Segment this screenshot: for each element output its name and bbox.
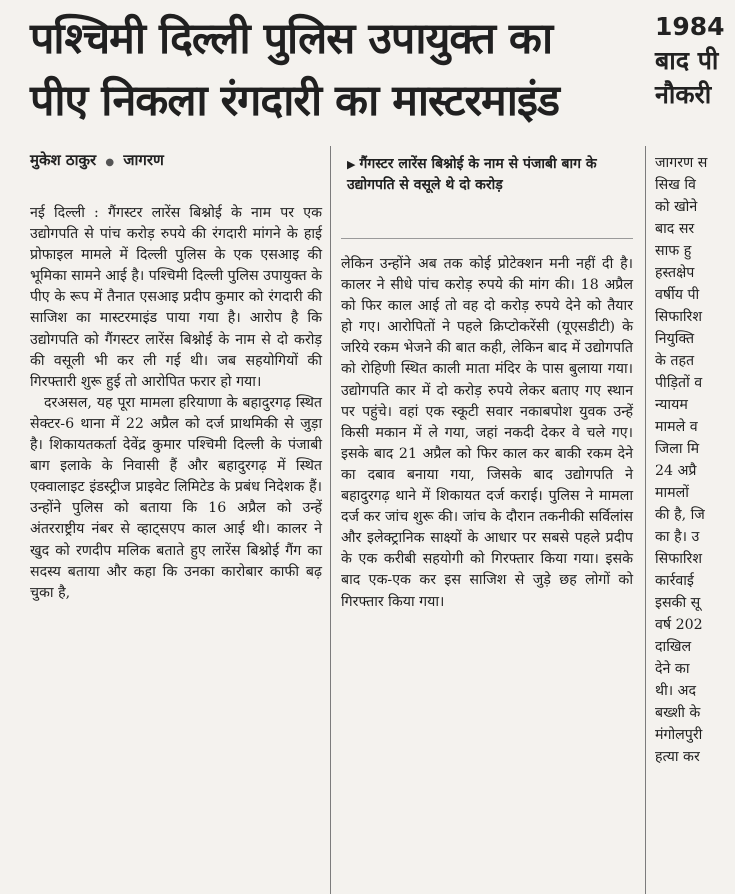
article-paragraph: लेकिन उन्होंने अब तक कोई प्रोटेक्शन मनी नहीं दी है। कालर ने सीधे पांच करोड़ रुपये की मांग की। 18 अप्रैल को फिर काल आई तो वह दो करोड़ रुपये देने को तैयार हो गए। आरोपितों ने पहले क्रिप्टोकरेंसी (यूएसडीटी) के जरिये रकम भेजने की बात कही, लेकिन बाद में उद्योगपति को रोहिणी स्थित काली माता मंदिर के पास बुलाया गया। उद्योगपति कार में दो करोड़ रुपये लेकर बताए गए स्थान पर पहुंचे। वहां एक स्कूटी सवार नकाबपोश युवक उन्हें किसी मकान में ले गया, जहां नकदी देकर वे चले गए। इसके बाद 21 अप्रैल को फिर काल कर बाकी रकम देने का दबाव बनाया गया, जिसके बाद उद्योगपति ने बहादुरगढ़ थाने में शिकायत दर्ज कराई। पुलिस ने मामला दर्ज कर जांच शुरू की। जांच के दौरान तकनीकी सर्विलांस और इलेक्ट्रानिक साक्ष्यों के आधार पर सबसे पहले प्रदीप के एक करीबी सहयोगी को गिरफ्तार किया गया। इसके बाद एक-एक कर इस साजिश से जुड़े छह लोगों को गिरफ्तार किया गया।: [341, 256, 633, 610]
byline-separator: ●: [105, 157, 115, 168]
side-article-line: के तहत: [655, 353, 695, 369]
side-article-line: का है। उ: [655, 529, 700, 545]
headline: [30, 8, 642, 132]
side-article-line: न्यायम: [655, 397, 688, 413]
article-column-1: [30, 203, 322, 604]
side-article-line: देने का: [655, 661, 690, 677]
side-article-line: को खोने: [655, 199, 698, 215]
side-article-line: मामले व: [655, 419, 698, 435]
column-divider: [330, 146, 331, 894]
side-article-line: नियुक्ति: [655, 331, 695, 347]
article-paragraph: दरअसल, यह पूरा मामला हरियाणा के बहादुरगढ़ स्थित सेक्टर-6 थाना में 22 अप्रैल को दर्ज प्राथमिकी से जुड़ा है। शिकायतकर्ता देवेंद्र कुमार पश्चिमी दिल्ली के पंजाबी बाग इलाके के निवासी हैं और बहादुरगढ़ में स्थित एक्वालाइट इंडस्ट्रीज प्राइवेट लिमिटेड के प्रबंध निदेशक हैं। उन्होंने पुलिस को बताया कि 16 अप्रैल को उन्हें अंतरराष्ट्रीय नंबर से व्हाट्सएप काल आई थी। कालर ने खुद को रणदीप मलिक बताते हुए लारेंस बिश्नोई गैंग का सदस्य बताया और कहा कि उनका कारोबार काफी बढ़ चुका है,: [30, 394, 322, 601]
side-article-line: दाखिल: [655, 639, 692, 655]
side-headline-line: 1984: [655, 12, 725, 41]
side-article-line: मामलों: [655, 485, 689, 501]
side-article-line: कार्रवाई: [655, 573, 694, 589]
article-paragraph: नई दिल्ली : गैंगस्टर लारेंस बिश्नोई के नाम पर एक उद्योगपति से पांच करोड़ रुपये की रंगदारी मांगने के हाई प्रोफाइल मामले में दिल्ली पुलिस के एक एसआइ की भूमिका सामने आई है। पश्चिमी दिल्ली पुलिस उपायुक्त के पीए के रूप में तैनात एसआइ प्रदीप कुमार को रंगदारी की साजिश का मास्टरमाइंड पाया गया है। आरोप है कि उद्योगपति को गैंगस्टर लारेंस बिश्नोई के नाम से दो करोड़ की वसूली भी कर ली गई थी। जब सहयोगियों की गिरफ्तारी शुरू हुई तो आरोपित फरार हो गया।: [30, 205, 322, 390]
headline-line-1: पश्चिमी दिल्ली पुलिस उपायुक्त का: [30, 14, 553, 64]
side-article-line: जिला मि: [655, 441, 700, 457]
side-article-line: हत्या कर: [655, 749, 700, 765]
pull-quote: [347, 154, 623, 196]
side-article-line: वर्ष 202: [655, 617, 703, 633]
side-article-headline: [655, 10, 735, 112]
side-article-line: जागरण स: [655, 155, 708, 171]
side-article-line: हस्तक्षेप: [655, 265, 695, 281]
side-article-line: सिफारिश: [655, 551, 703, 567]
side-article-line: 24 अप्रै: [655, 463, 697, 479]
byline: [30, 150, 164, 170]
side-article-line: थी। अद: [655, 683, 697, 699]
column-divider: [645, 146, 646, 894]
side-article-column: [655, 152, 716, 768]
byline-author: मुकेश ठाकुर: [30, 151, 97, 169]
side-article-line: पीड़ितों व: [655, 375, 703, 391]
headline-line-2: पीए निकला रंगदारी का मास्टरमाइंड: [30, 76, 559, 126]
side-article-line: मंगोलपुरी: [655, 727, 703, 743]
byline-source: जागरण: [123, 151, 164, 169]
side-article-line: बख्शी के: [655, 705, 701, 721]
side-article-line: वर्षीय पी: [655, 287, 700, 303]
side-article-line: साफ हु: [655, 243, 692, 259]
pull-quote-text: गैंगस्टर लारेंस बिश्नोई के नाम से पंजाबी बाग के उद्योगपति से वसूले थे दो करोड़: [347, 156, 597, 193]
side-article-line: इसकी सू: [655, 595, 701, 611]
side-article-line: सिफारिश: [655, 309, 703, 325]
pull-quote-rule: [341, 238, 633, 239]
side-article-line: की है, जि: [655, 507, 705, 523]
article-column-2: [341, 254, 633, 613]
side-headline-line: बाद पी: [655, 46, 719, 75]
triangle-bullet-icon: ▶: [347, 158, 356, 171]
side-article-line: सिख वि: [655, 177, 696, 193]
side-headline-line: नौकरी: [655, 80, 712, 109]
side-article-line: बाद सर: [655, 221, 695, 237]
